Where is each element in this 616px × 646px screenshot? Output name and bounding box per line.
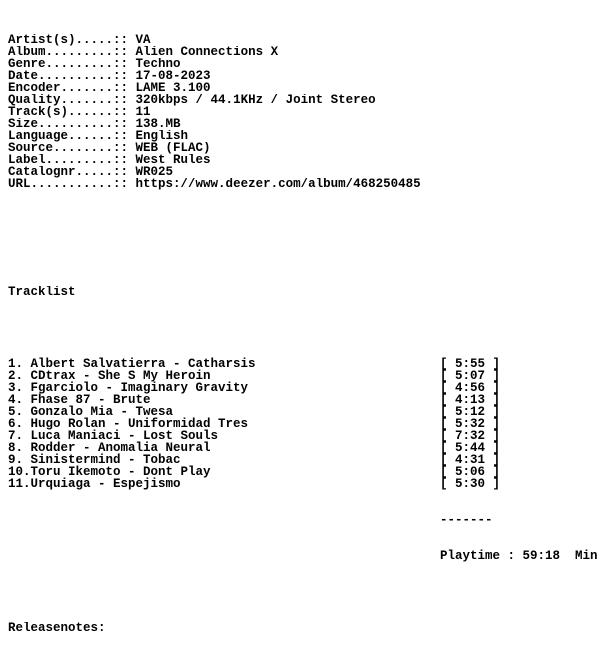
track-duration: [ 5:44 ] xyxy=(440,441,501,455)
track-title: Gonzalo Mia - Twesa xyxy=(30,405,174,419)
info-value: 11 xyxy=(135,106,151,118)
info-row xyxy=(8,58,610,70)
info-value: West Rules xyxy=(135,154,211,166)
info-row xyxy=(8,34,610,46)
track-duration: [ 4:13 ] xyxy=(440,393,501,407)
info-key: Date..........:: xyxy=(8,70,129,82)
releasenotes-heading: Releasenotes: xyxy=(8,622,106,634)
playtime-line xyxy=(8,550,610,562)
track-title: Toru Ikemoto - Dont Play xyxy=(30,465,211,479)
info-row xyxy=(8,94,610,106)
info-value: 17-08-2023 xyxy=(135,70,211,82)
track-duration: [ 5:12 ] xyxy=(440,405,501,419)
info-key: Album.........:: xyxy=(8,46,129,58)
info-value: https://www.deezer.com/album/468250485 xyxy=(135,178,421,190)
info-value: 138.MB xyxy=(135,118,181,130)
track-duration: [ 7:32 ] xyxy=(440,429,501,443)
info-row xyxy=(8,166,610,178)
info-row xyxy=(8,178,610,190)
track-number: 1. xyxy=(8,357,31,371)
track-duration: [ 5:55 ] xyxy=(440,357,501,371)
info-row xyxy=(8,118,610,130)
info-row xyxy=(8,142,610,154)
track-title: Fgarciolo - Imaginary Gravity xyxy=(30,381,249,395)
info-value: English xyxy=(135,130,189,142)
info-key: Artist(s).....:: xyxy=(8,34,129,46)
info-row xyxy=(8,70,610,82)
tracklist-heading: Tracklist xyxy=(8,286,76,298)
info-row xyxy=(8,130,610,142)
tracklist xyxy=(8,358,610,490)
track-title: Albert Salvatierra - Catharsis xyxy=(30,357,256,371)
info-value: VA xyxy=(135,34,151,46)
info-value: 320kbps / 44.1KHz / Joint Stereo xyxy=(135,94,376,106)
track-title: CDtrax - She S My Heroin xyxy=(30,369,211,383)
track-number: 11. xyxy=(8,477,31,491)
track-number: 7. xyxy=(8,429,31,443)
track-number: 5. xyxy=(8,405,31,419)
release-info xyxy=(8,34,610,190)
info-key: Catalognr.....:: xyxy=(8,166,129,178)
track-duration: [ 4:31 ] xyxy=(440,453,501,467)
info-row xyxy=(8,46,610,58)
track-duration: [ 5:30 ] xyxy=(440,477,501,491)
track-duration: [ 4:56 ] xyxy=(440,381,501,395)
track-number: 9. xyxy=(8,453,31,467)
info-key: Encoder.......:: xyxy=(8,82,129,94)
track-number: 6. xyxy=(8,417,31,431)
track-number: 8. xyxy=(8,441,31,455)
nfo-document xyxy=(8,10,610,646)
info-value: LAME 3.100 xyxy=(135,82,211,94)
separator-line xyxy=(8,514,610,526)
track-number: 3. xyxy=(8,381,31,395)
track-title: Hugo Rolan - Uniformidad Tres xyxy=(30,417,249,431)
track-title: Rodder - Anomalia Neural xyxy=(30,441,211,455)
info-row xyxy=(8,82,610,94)
info-key: Label.........:: xyxy=(8,154,129,166)
info-key: Language......:: xyxy=(8,130,129,142)
track-duration: [ 5:07 ] xyxy=(440,369,501,383)
info-row xyxy=(8,106,610,118)
track-title: Urquiaga - Espejismo xyxy=(30,477,181,491)
info-key: URL...........:: xyxy=(8,178,129,190)
track-number: 10. xyxy=(8,465,31,479)
track-row xyxy=(8,478,610,490)
info-key: Quality.......:: xyxy=(8,94,129,106)
info-value: Alien Connections X xyxy=(135,46,279,58)
info-value: Techno xyxy=(135,58,181,70)
info-row xyxy=(8,154,610,166)
track-title: Fhase 87 - Brute xyxy=(30,393,151,407)
track-duration: [ 5:06 ] xyxy=(440,465,501,479)
track-number: 4. xyxy=(8,393,31,407)
track-title: Luca Maniaci - Lost Souls xyxy=(30,429,219,443)
separator-text: ------- xyxy=(440,513,493,527)
info-value: WR025 xyxy=(135,166,174,178)
track-title: Sinistermind - Tobac xyxy=(30,453,181,467)
info-value: WEB (FLAC) xyxy=(135,142,211,154)
info-key: Size..........:: xyxy=(8,118,129,130)
info-key: Source........:: xyxy=(8,142,129,154)
track-number: 2. xyxy=(8,369,31,383)
track-duration: [ 5:32 ] xyxy=(440,417,501,431)
info-key: Genre.........:: xyxy=(8,58,129,70)
playtime-text: Playtime : 59:18 Min xyxy=(440,549,598,563)
info-key: Track(s)......:: xyxy=(8,106,129,118)
